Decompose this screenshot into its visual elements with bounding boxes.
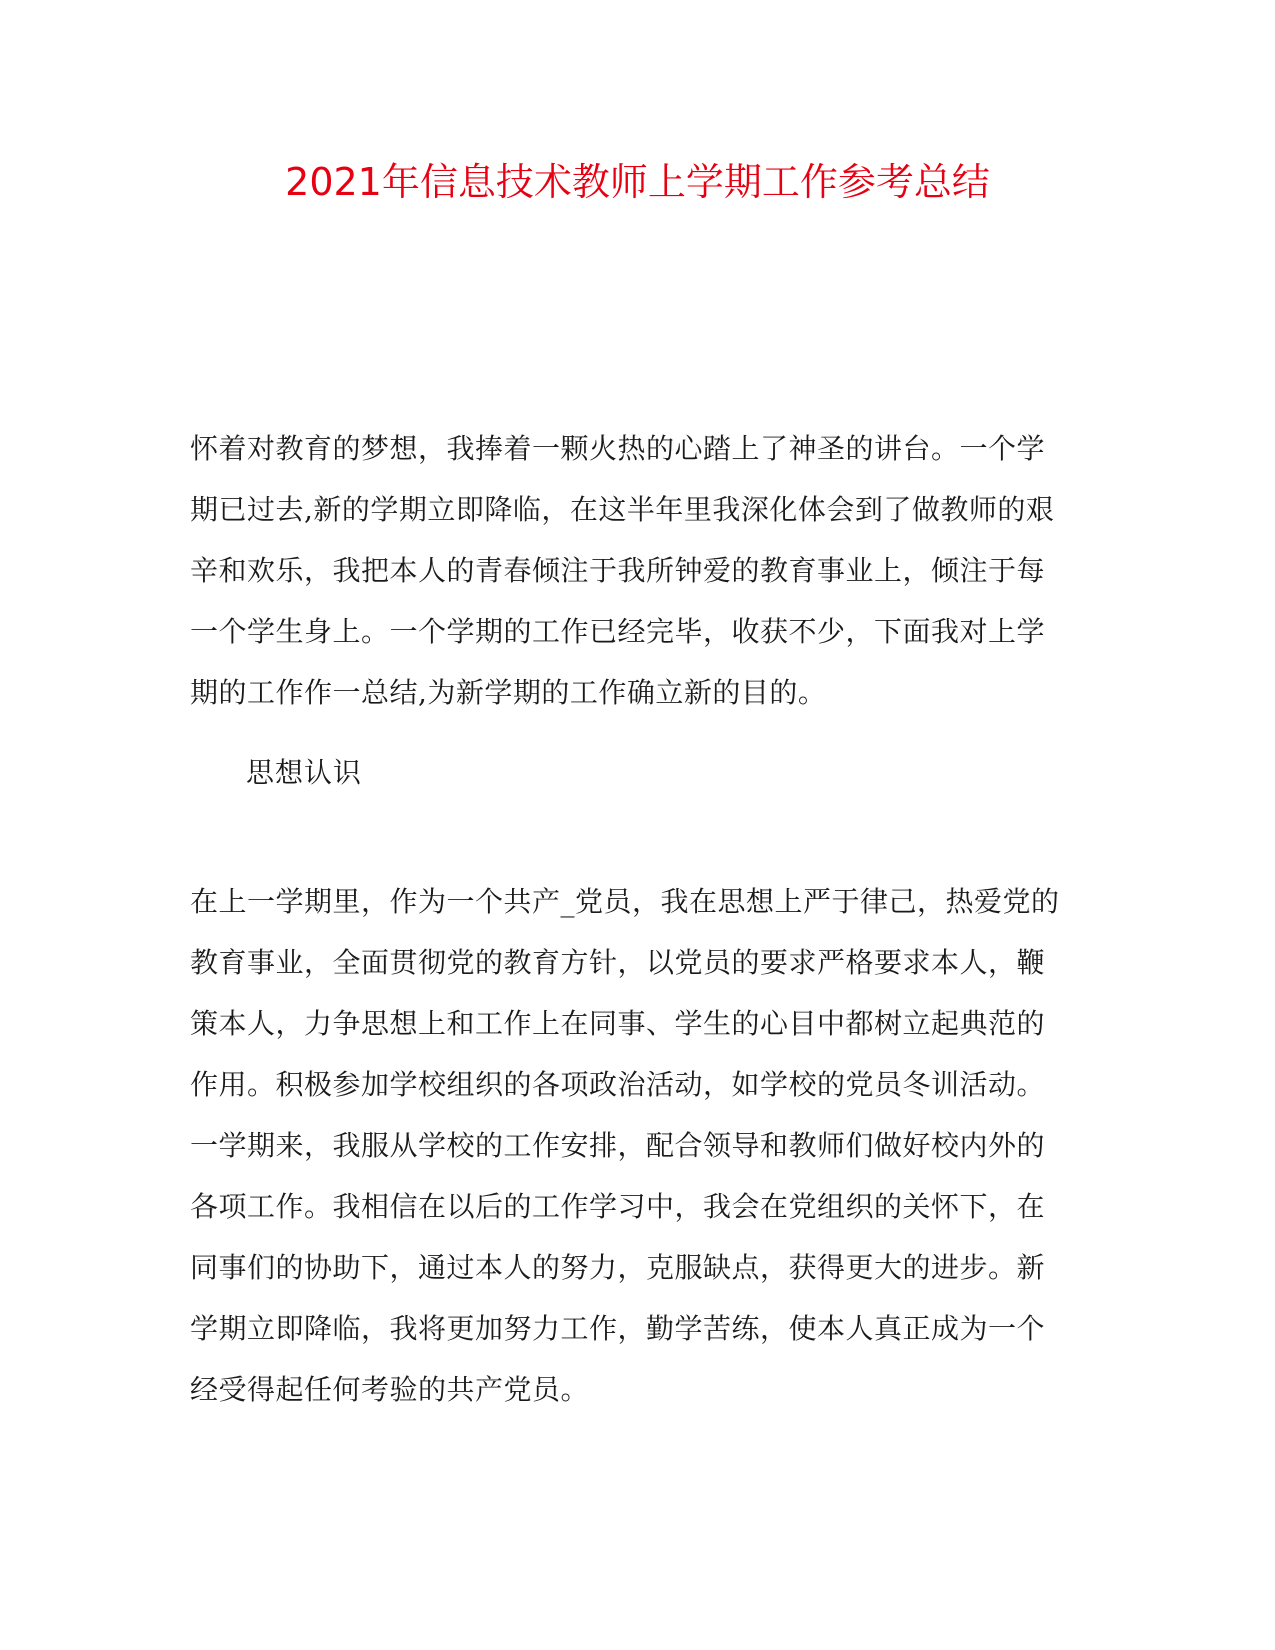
paragraph-line: 辛和欢乐，我把本人的青春倾注于我所钟爱的教育事业上，倾注于每: [190, 554, 1046, 587]
document-title: 2021年信息技术教师上学期工作参考总结: [285, 160, 990, 204]
paragraph-line: 策本人，力争思想上和工作上在同事、学生的心目中都树立起典范的: [190, 1007, 1046, 1040]
paragraph-line: 同事们的协助下，通过本人的努力，克服缺点，获得更大的进步。新: [190, 1251, 1046, 1284]
paragraph-line: 怀着对教育的梦想，我捧着一颗火热的心踏上了神圣的讲台。一个学: [190, 432, 1046, 465]
paragraph-line: 在上一学期里，作为一个共产_党员，我在思想上严于律己，热爱党的: [190, 885, 1060, 918]
paragraph-line: 经受得起任何考验的共产党员。: [190, 1373, 590, 1406]
intro-paragraph: [190, 418, 1070, 723]
paragraph-line: 一学期来，我服从学校的工作安排，配合领导和教师们做好校内外的: [190, 1129, 1046, 1162]
section-paragraph: [190, 871, 1070, 1420]
paragraph-line: 教育事业，全面贯彻党的教育方针，以党员的要求严格要求本人，鞭: [190, 946, 1046, 979]
section-heading: 思想认识: [246, 756, 363, 789]
paragraph-line: 各项工作。我相信在以后的工作学习中，我会在党组织的关怀下，在: [190, 1190, 1046, 1223]
paragraph-line: 作用。积极参加学校组织的各项政治活动，如学校的党员冬训活动。: [190, 1068, 1046, 1101]
paragraph-line: 期已过去,新的学期立即降临，在这半年里我深化体会到了做教师的艰: [190, 493, 1055, 526]
paragraph-line: 期的工作作一总结,为新学期的工作确立新的目的。: [190, 676, 827, 709]
paragraph-line: 学期立即降临，我将更加努力工作，勤学苦练，使本人真正成为一个: [190, 1312, 1046, 1345]
paragraph-line: 一个学生身上。一个学期的工作已经完毕，收获不少，下面我对上学: [190, 615, 1046, 648]
